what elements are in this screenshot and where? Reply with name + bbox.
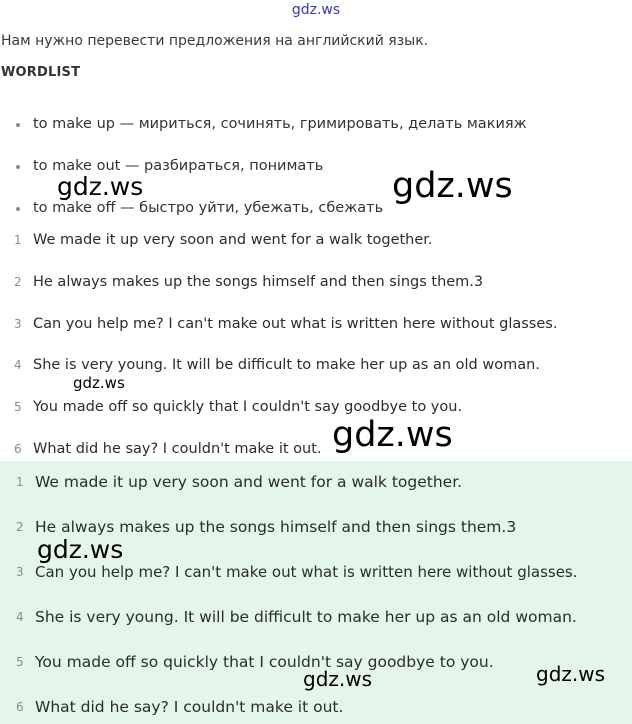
sentence-text: She is very young. It will be difficult to make her up as an old woman. bbox=[33, 357, 540, 373]
answer-number: 5 bbox=[16, 655, 24, 669]
answer-number: 1 bbox=[16, 475, 24, 489]
answer-number: 2 bbox=[16, 520, 24, 534]
sentence-number: 1 bbox=[14, 233, 22, 247]
watermark: gdz.ws bbox=[303, 667, 373, 691]
watermark: gdz.ws bbox=[57, 172, 144, 201]
sentence-text: Can you help me? I can't make out what is written here without glasses. bbox=[33, 316, 558, 332]
sentence-text: What did he say? I couldn't make it out. bbox=[33, 441, 322, 457]
answer-text: You made off so quickly that I couldn't say goodbye to you. bbox=[35, 653, 494, 671]
answer-text: What did he say? I couldn't make it out. bbox=[35, 698, 344, 716]
intro-text: Нам нужно перевести предложения на английский язык. bbox=[1, 33, 429, 49]
sentence-text: He always makes up the songs himself and then sings them.3 bbox=[33, 274, 484, 290]
bullet-icon bbox=[16, 165, 20, 169]
wordlist-heading: WORDLIST bbox=[1, 65, 81, 80]
sentence-number: 2 bbox=[14, 275, 22, 289]
answer-number: 6 bbox=[16, 700, 24, 714]
watermark: gdz.ws bbox=[37, 535, 124, 564]
sentence-number: 3 bbox=[14, 317, 22, 331]
site-watermark-top: gdz.ws bbox=[291, 2, 341, 18]
watermark: gdz.ws bbox=[536, 662, 606, 686]
sentence-text: We made it up very soon and went for a walk together. bbox=[33, 232, 433, 248]
wordlist-item-text: to make out — разбираться, понимать bbox=[33, 158, 324, 174]
bullet-icon bbox=[16, 207, 20, 211]
wordlist-item-text: to make up — мириться, сочинять, гримировать, делать макияж bbox=[33, 116, 527, 132]
sentence-number: 6 bbox=[14, 442, 22, 456]
answer-text: He always makes up the songs himself and then sings them.3 bbox=[35, 518, 517, 536]
watermark: gdz.ws bbox=[392, 166, 513, 206]
answer-number: 3 bbox=[16, 565, 24, 579]
answer-text: Can you help me? I can't make out what is written here without glasses. bbox=[35, 563, 578, 581]
bullet-icon bbox=[16, 123, 20, 127]
watermark: gdz.ws bbox=[73, 374, 125, 392]
answer-number: 4 bbox=[16, 610, 24, 624]
sentence-text: You made off so quickly that I couldn't say goodbye to you. bbox=[33, 399, 463, 415]
sentence-number: 5 bbox=[14, 400, 22, 414]
wordlist-item-text: to make off — быстро уйти, убежать, сбежать bbox=[33, 200, 384, 216]
answer-text: We made it up very soon and went for a walk together. bbox=[35, 473, 463, 491]
sentence-number: 4 bbox=[14, 358, 22, 372]
watermark: gdz.ws bbox=[332, 415, 453, 455]
answer-text: She is very young. It will be difficult to make her up as an old woman. bbox=[35, 608, 577, 626]
